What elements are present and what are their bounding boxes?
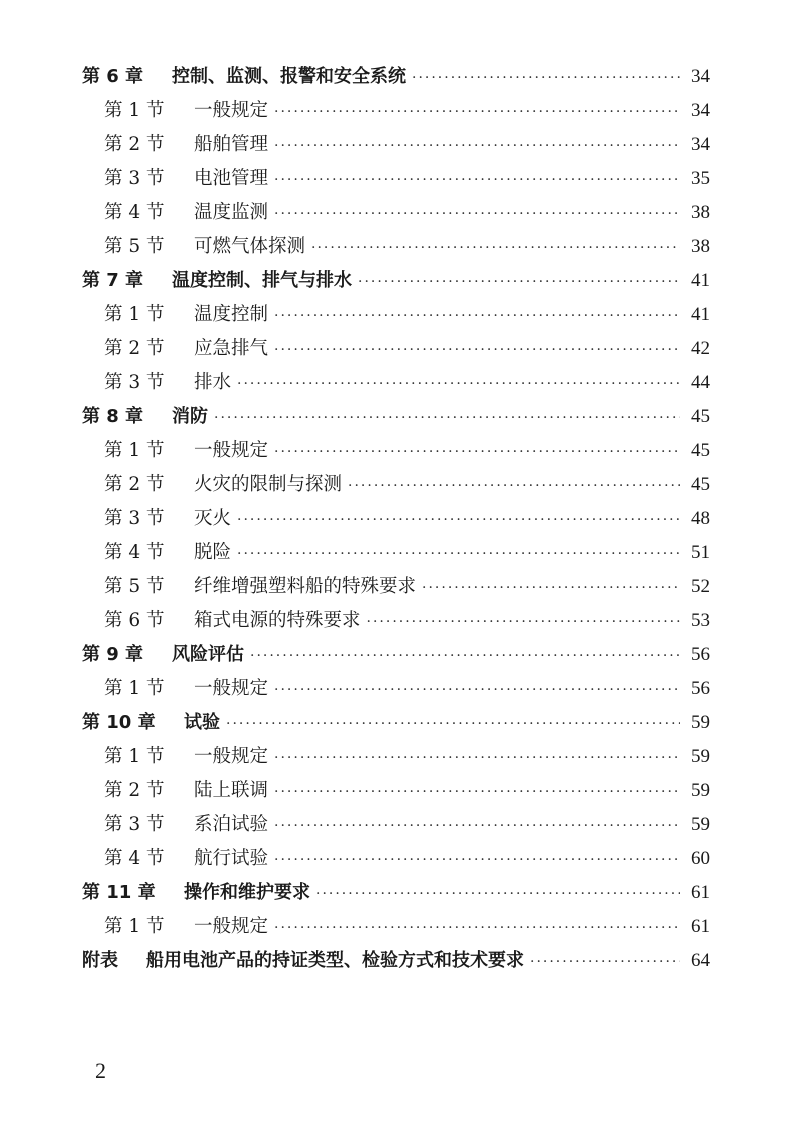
toc-entry-title: 火灾的限制与探测	[194, 474, 343, 495]
toc-section[interactable]	[82, 570, 710, 604]
toc-entry-title: 温度监测	[194, 202, 269, 223]
toc-entry-page: 34	[691, 66, 710, 87]
toc-entry-number: 第 1 节	[104, 100, 165, 121]
toc-entry-page: 59	[691, 712, 710, 733]
toc-entry-number: 附表	[82, 950, 118, 971]
toc-entry-page: 59	[691, 780, 710, 801]
toc-entry-number: 第 4 节	[104, 848, 165, 869]
toc-entry-page: 48	[691, 508, 710, 529]
toc-entry-title: 系泊试验	[194, 814, 269, 835]
toc-section[interactable]	[82, 128, 710, 162]
toc-section[interactable]	[82, 774, 710, 808]
toc-section[interactable]	[82, 842, 710, 876]
toc-entry-number: 第 5 节	[104, 236, 165, 257]
dot-leader	[274, 673, 680, 707]
toc-appendix[interactable]	[82, 944, 710, 978]
toc-entry-title: 一般规定	[194, 440, 269, 461]
dot-leader	[274, 809, 680, 843]
toc-entry-page: 56	[691, 678, 710, 699]
toc-entry-page: 34	[691, 100, 710, 121]
toc-section[interactable]	[82, 672, 710, 706]
toc-entry-number: 第 1 节	[104, 304, 165, 325]
toc-entry-page: 45	[691, 474, 710, 495]
toc-entry-title: 陆上联调	[194, 780, 269, 801]
dot-leader	[274, 197, 680, 231]
toc-entry-page: 52	[691, 576, 710, 597]
toc-entry-title: 应急排气	[194, 338, 269, 359]
toc-chapter-10[interactable]	[82, 706, 710, 740]
toc-entry-page: 45	[691, 440, 710, 461]
toc-section[interactable]	[82, 808, 710, 842]
toc-entry-title: 试验	[184, 712, 220, 733]
toc-section[interactable]	[82, 910, 710, 944]
toc-entry-title: 脱险	[194, 542, 232, 563]
dot-leader	[348, 469, 680, 503]
toc-section[interactable]	[82, 162, 710, 196]
toc-entry-title: 操作和维护要求	[184, 882, 310, 903]
toc-section[interactable]	[82, 536, 710, 570]
toc-section[interactable]	[82, 298, 710, 332]
toc-entry-title: 灭火	[194, 508, 232, 529]
toc-entry-number: 第 1 节	[104, 916, 165, 937]
toc-entry-number: 第 3 节	[104, 372, 165, 393]
toc-entry-number: 第 3 节	[104, 508, 165, 529]
toc-entry-number: 第 2 节	[104, 338, 165, 359]
dot-leader	[214, 401, 680, 435]
toc-entry-title: 航行试验	[194, 848, 269, 869]
dot-leader	[274, 299, 680, 333]
toc-entry-title: 排水	[194, 372, 232, 393]
toc-entry-title: 船舶管理	[194, 134, 269, 155]
toc-entry-title: 一般规定	[194, 100, 269, 121]
dot-leader	[237, 503, 680, 537]
toc-entry-title: 船用电池产品的持证类型、检验方式和技术要求	[146, 950, 524, 971]
dot-leader	[274, 129, 680, 163]
toc-entry-title: 一般规定	[194, 678, 269, 699]
toc-entry-number: 第 3 节	[104, 814, 165, 835]
toc-entry-page: 61	[691, 882, 710, 903]
dot-leader	[412, 61, 680, 95]
toc-entry-number: 第 1 节	[104, 746, 165, 767]
dot-leader	[274, 741, 680, 775]
dot-leader	[274, 95, 680, 129]
toc-section[interactable]	[82, 94, 710, 128]
toc-entry-title: 箱式电源的特殊要求	[194, 610, 361, 631]
dot-leader	[274, 435, 680, 469]
toc-chapter-8[interactable]	[82, 400, 710, 434]
toc-entry-page: 35	[691, 168, 710, 189]
toc-section[interactable]	[82, 434, 710, 468]
dot-leader	[237, 537, 680, 571]
toc-entry-page: 61	[691, 916, 710, 937]
dot-leader	[274, 333, 680, 367]
toc-entry-number: 第 2 节	[104, 780, 165, 801]
toc-entry-page: 42	[691, 338, 710, 359]
toc-entry-number: 第 6 节	[104, 610, 165, 631]
toc-entry-number: 第 1 节	[104, 440, 165, 461]
toc-entry-page: 53	[691, 610, 710, 631]
toc-entry-number: 第 1 节	[104, 678, 165, 699]
toc-entry-page: 59	[691, 746, 710, 767]
toc-entry-number: 第 8 章	[82, 406, 144, 427]
dot-leader	[274, 843, 680, 877]
toc-entry-title: 温度控制	[194, 304, 269, 325]
dot-leader	[316, 877, 680, 911]
toc-entry-title: 消防	[172, 406, 208, 427]
toc-entry-number: 第 3 节	[104, 168, 165, 189]
dot-leader	[274, 911, 680, 945]
table-of-contents	[82, 60, 710, 978]
toc-entry-title: 一般规定	[194, 746, 269, 767]
toc-entry-number: 第 7 章	[82, 270, 144, 291]
dot-leader	[237, 367, 680, 401]
toc-section[interactable]	[82, 604, 710, 638]
toc-entry-page: 34	[691, 134, 710, 155]
toc-section[interactable]	[82, 366, 710, 400]
toc-entry-number: 第 5 节	[104, 576, 165, 597]
toc-chapter-11[interactable]	[82, 876, 710, 910]
dot-leader	[422, 571, 680, 605]
toc-chapter-9[interactable]	[82, 638, 710, 672]
toc-entry-number: 第 9 章	[82, 644, 144, 665]
toc-chapter-6[interactable]	[82, 60, 710, 94]
toc-entry-number: 第 6 章	[82, 66, 144, 87]
toc-entry-page: 56	[691, 644, 710, 665]
toc-entry-number: 第 11 章	[82, 882, 156, 903]
toc-entry-title: 温度控制、排气与排水	[172, 270, 352, 291]
toc-entry-number: 第 10 章	[82, 712, 156, 733]
toc-entry-page: 59	[691, 814, 710, 835]
page-number: 2	[95, 1058, 106, 1083]
toc-entry-title: 纤维增强塑料船的特殊要求	[194, 576, 417, 597]
toc-entry-number: 第 2 节	[104, 474, 165, 495]
toc-entry-page: 41	[691, 304, 710, 325]
toc-entry-page: 44	[691, 372, 710, 393]
dot-leader	[358, 265, 680, 299]
dot-leader	[274, 163, 680, 197]
toc-section[interactable]	[82, 502, 710, 536]
toc-entry-title: 可燃气体探测	[194, 236, 306, 257]
toc-entry-page: 38	[691, 236, 710, 257]
toc-entry-title: 电池管理	[194, 168, 269, 189]
toc-entry-page: 41	[691, 270, 710, 291]
toc-chapter-7[interactable]	[82, 264, 710, 298]
toc-entry-page: 45	[691, 406, 710, 427]
toc-entry-page: 64	[691, 950, 710, 971]
toc-entry-title: 控制、监测、报警和安全系统	[172, 66, 406, 87]
toc-section[interactable]	[82, 230, 710, 264]
dot-leader	[226, 707, 680, 741]
toc-entry-title: 风险评估	[172, 644, 244, 665]
toc-section[interactable]	[82, 196, 710, 230]
dot-leader	[250, 639, 680, 673]
toc-entry-title: 一般规定	[194, 916, 269, 937]
toc-entry-page: 51	[691, 542, 710, 563]
toc-entry-number: 第 2 节	[104, 134, 165, 155]
toc-section[interactable]	[82, 332, 710, 366]
toc-entry-page: 38	[691, 202, 710, 223]
dot-leader	[530, 945, 680, 979]
dot-leader	[274, 775, 680, 809]
toc-entry-number: 第 4 节	[104, 202, 165, 223]
toc-entry-number: 第 4 节	[104, 542, 165, 563]
dot-leader	[311, 231, 680, 265]
toc-section[interactable]	[82, 468, 710, 502]
toc-entry-page: 60	[691, 848, 710, 869]
toc-section[interactable]	[82, 740, 710, 774]
dot-leader	[367, 605, 680, 639]
